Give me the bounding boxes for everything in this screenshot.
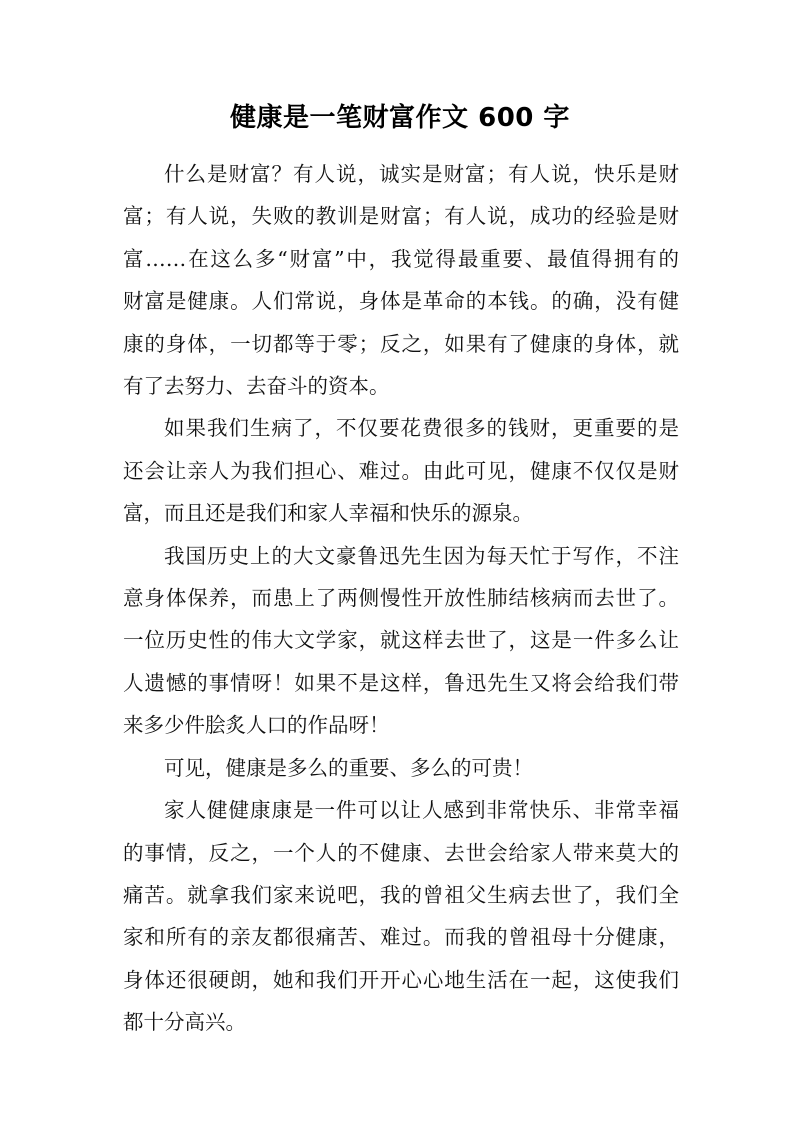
paragraph-line: 痛苦。就拿我们家来说吧，我的曾祖父生病去世了，我们全 bbox=[123, 882, 679, 907]
paragraph-line: 康的身体，一切都等于零；反之，如果有了健康的身体，就 bbox=[123, 331, 679, 356]
paragraph-line: 如果我们生病了，不仅要花费很多的钱财，更重要的是 bbox=[164, 416, 679, 441]
paragraph-line: 家和所有的亲友都很痛苦、难过。而我的曾祖母十分健康， bbox=[123, 925, 679, 950]
paragraph-line: 富……在这么多“财富”中，我觉得最重要、最值得拥有的 bbox=[123, 246, 679, 271]
paragraph-line: 有了去努力、去奋斗的资本。 bbox=[123, 374, 390, 399]
paragraph-3 bbox=[123, 535, 679, 747]
paragraph-line: 还会让亲人为我们担心、难过。由此可见，健康不仅仅是财 bbox=[123, 458, 679, 483]
paragraph-line: 来多少件脍炙人口的作品呀！ bbox=[123, 713, 390, 738]
paragraph-line: 财富是健康。人们常说，身体是革命的本钱。的确，没有健 bbox=[123, 289, 679, 314]
paragraph-line: 富；有人说，失败的教训是财富；有人说，成功的经验是财 bbox=[123, 204, 679, 229]
paragraph-2 bbox=[123, 407, 679, 534]
paragraph-1 bbox=[123, 153, 679, 407]
paragraph-line: 都十分高兴。 bbox=[123, 1010, 246, 1035]
paragraph-5 bbox=[123, 789, 679, 1043]
essay-title: 健康是一笔财富作文 600 字 bbox=[230, 103, 570, 133]
paragraph-line: 的事情，反之，一个人的不健康、去世会给家人带来莫大的 bbox=[123, 840, 679, 865]
paragraph-line: 什么是财富？有人说，诚实是财富；有人说，快乐是财 bbox=[164, 162, 679, 186]
essay-body bbox=[123, 153, 679, 1044]
paragraph-line: 意身体保养，而患上了两侧慢性开放性肺结核病而去世了。 bbox=[123, 586, 679, 611]
paragraph-line: 可见，健康是多么的重要、多么的可贵！ bbox=[164, 755, 533, 780]
paragraph-4 bbox=[123, 747, 679, 789]
paragraph-line: 一位历史性的伟大文学家，就这样去世了，这是一件多么让 bbox=[123, 628, 679, 653]
paragraph-line: 富，而且还是我们和家人幸福和快乐的源泉。 bbox=[123, 501, 533, 526]
paragraph-line: 我国历史上的大文豪鲁迅先生因为每天忙于写作，不注 bbox=[164, 543, 679, 568]
paragraph-line: 身体还很硬朗，她和我们开开心心地生活在一起，这使我们 bbox=[123, 967, 679, 992]
paragraph-line: 家人健健康康是一件可以让人感到非常快乐、非常幸福 bbox=[164, 798, 679, 823]
paragraph-line: 人遗憾的事情呀！如果不是这样，鲁迅先生又将会给我们带 bbox=[123, 670, 679, 695]
